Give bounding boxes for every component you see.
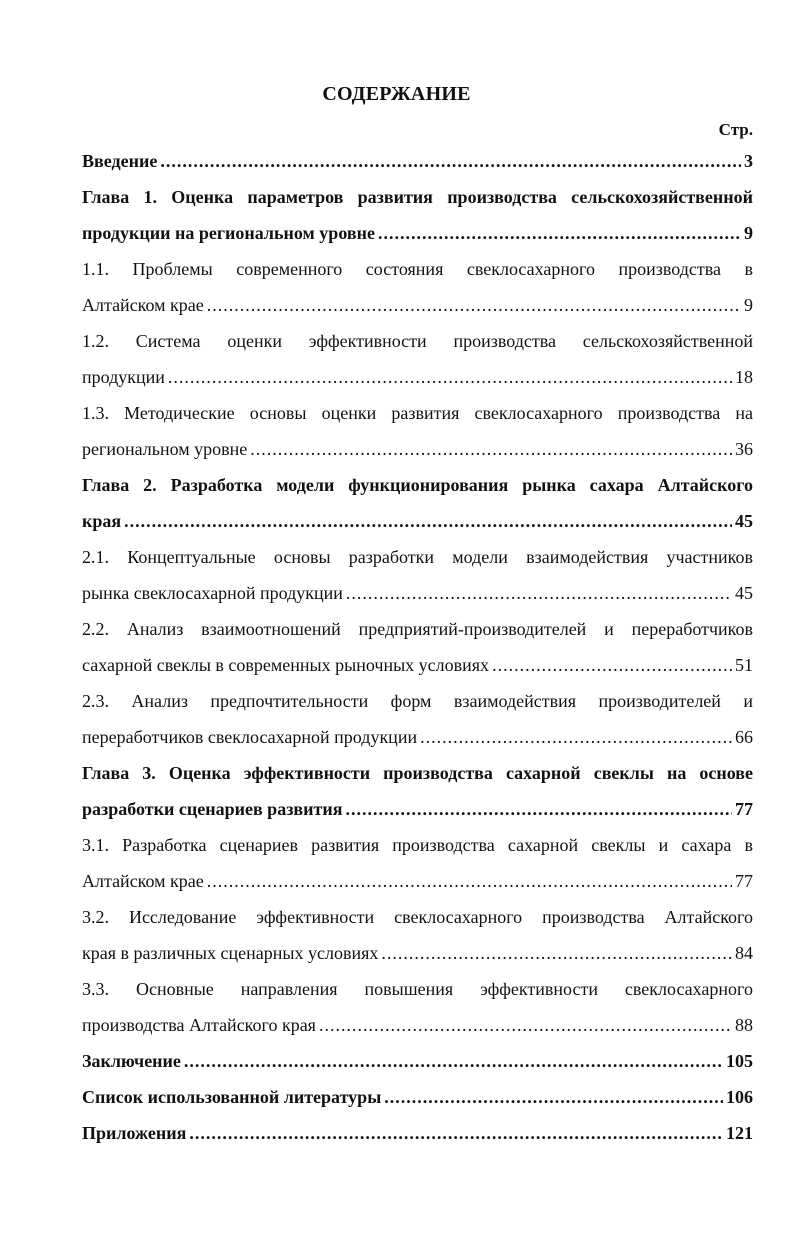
toc-entry-3-2-line-1[interactable]: 3.2. Исследование эффективности свеклосахарного производства Алтайского [82,907,753,927]
toc-page-number: 9 [744,223,753,243]
dot-leader [384,1079,723,1115]
dot-leader [345,791,732,827]
toc-page-number: 45 [735,511,753,531]
dot-leader [168,359,732,395]
toc-entry-appendices[interactable] [82,1115,753,1151]
dot-leader [184,1043,723,1079]
toc-entry-1-2[interactable] [82,359,753,395]
toc-entry-3-1[interactable] [82,863,753,899]
page-column-header: Стр. [718,120,753,139]
dot-leader [492,647,732,683]
toc-entry-3-1-line-1[interactable]: 3.1. Разработка сценариев развития производства сахарной свеклы и сахара в [82,835,753,855]
toc-entry-text: Список использованной литературы [82,1087,382,1107]
toc-entry-2-1[interactable] [82,575,753,611]
toc-page-number: 9 [744,295,753,315]
toc-entry-chapter-3[interactable] [82,791,753,827]
toc-entry-introduction[interactable] [82,143,753,179]
dot-leader [250,431,732,467]
toc-entry-3-3[interactable] [82,1007,753,1043]
toc-entry-text: Алтайском крае [82,871,204,891]
toc-entry-chapter-3-line-1[interactable]: Глава 3. Оценка эффективности производства сахарной свеклы на основе [82,763,753,783]
toc-entry-text: продукции [82,367,165,387]
toc-entry-text: производства Алтайского края [82,1015,316,1035]
dot-leader [378,215,741,251]
toc-page-number: 106 [726,1087,753,1107]
toc-page-number: 105 [726,1051,753,1071]
toc-entry-text: рынка свеклосахарной продукции [82,583,343,603]
toc-entry-text: Заключение [82,1051,181,1071]
table-of-contents [82,143,753,1151]
toc-entry-text: края в различных сценарных условиях [82,943,379,963]
toc-entry-chapter-1-line-1[interactable]: Глава 1. Оценка параметров развития производства сельскохозяйственной [82,187,753,207]
dot-leader [207,287,741,323]
toc-entry-chapter-2-line-1[interactable]: Глава 2. Разработка модели функционирования рынка сахара Алтайского [82,475,753,495]
dot-leader [189,1115,723,1151]
toc-page-number: 45 [735,583,753,603]
toc-page-number: 51 [735,655,753,675]
dot-leader [381,935,732,971]
toc-entry-references[interactable] [82,1079,753,1115]
toc-entry-text: Приложения [82,1123,187,1143]
toc-entry-1-2-line-1[interactable]: 1.2. Система оценки эффективности производства сельскохозяйственной [82,331,753,351]
toc-entry-1-1-line-1[interactable]: 1.1. Проблемы современного состояния свеклосахарного производства в [82,259,753,279]
toc-entry-conclusion[interactable] [82,1043,753,1079]
dot-leader [124,503,732,539]
toc-entry-2-2[interactable] [82,647,753,683]
toc-entry-2-2-line-1[interactable]: 2.2. Анализ взаимоотношений предприятий-производителей и переработчиков [82,619,753,639]
toc-page-number: 18 [735,367,753,387]
toc-entry-1-1[interactable] [82,287,753,323]
toc-entry-2-1-line-1[interactable]: 2.1. Концептуальные основы разработки модели взаимодействия участников [82,547,753,567]
dot-leader [420,719,732,755]
toc-entry-3-3-line-1[interactable]: 3.3. Основные направления повышения эффективности свеклосахарного [82,979,753,999]
toc-entry-chapter-2[interactable] [82,503,753,539]
toc-entry-3-2[interactable] [82,935,753,971]
toc-entry-1-3-line-1[interactable]: 1.3. Методические основы оценки развития свеклосахарного производства на [82,403,753,423]
toc-page-number: 84 [735,943,753,963]
toc-page-number: 88 [735,1015,753,1035]
dot-leader [207,863,732,899]
toc-entry-text: разработки сценариев развития [82,799,343,819]
page-title: СОДЕРЖАНИЕ [322,83,471,105]
toc-page-number: 36 [735,439,753,459]
dot-leader [319,1007,732,1043]
dot-leader [346,575,732,611]
toc-entry-text: региональном уровне [82,439,248,459]
toc-entry-text: переработчиков свеклосахарной продукции [82,727,418,747]
dot-leader [160,143,741,179]
toc-entry-text: Алтайском крае [82,295,204,315]
toc-page-number: 77 [735,871,753,891]
toc-entry-2-3-line-1[interactable]: 2.3. Анализ предпочтительности форм взаимодействия производителей и [82,691,753,711]
toc-entry-chapter-1[interactable] [82,215,753,251]
toc-entry-1-3[interactable] [82,431,753,467]
toc-entry-text: продукции на региональном уровне [82,223,375,243]
toc-entry-text: Введение [82,151,158,171]
toc-page-number: 66 [735,727,753,747]
toc-page-number: 77 [735,799,753,819]
toc-page-number: 121 [726,1123,753,1143]
toc-entry-2-3[interactable] [82,719,753,755]
toc-entry-text: сахарной свеклы в современных рыночных условиях [82,655,490,675]
toc-entry-text: края [82,511,122,531]
toc-page-number: 3 [744,151,753,171]
